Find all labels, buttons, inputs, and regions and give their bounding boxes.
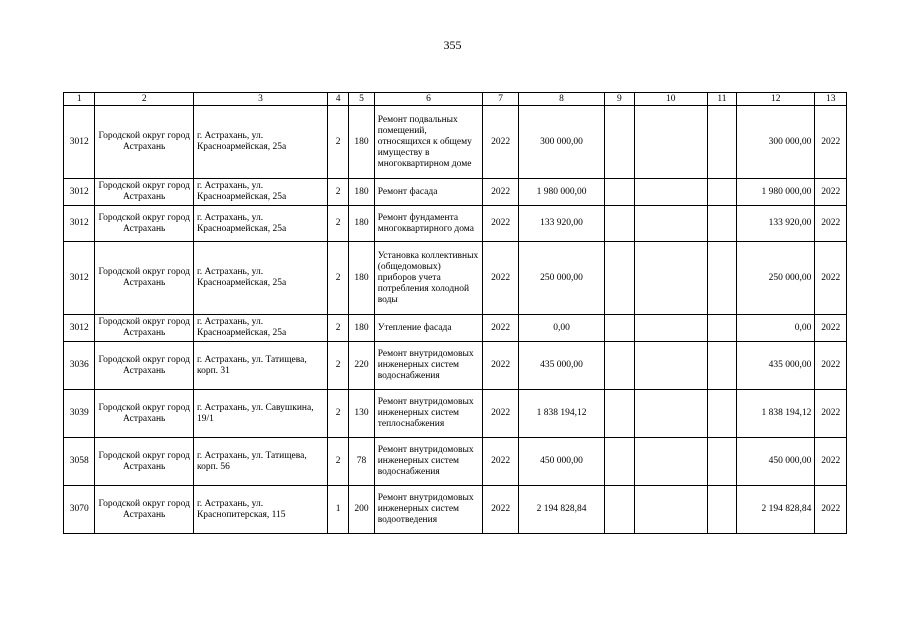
completion-year-cell: 2022 bbox=[815, 438, 847, 486]
column-header: 4 bbox=[328, 93, 349, 106]
table-row bbox=[64, 486, 847, 534]
address-cell: г. Астрахань, ул. Красноармейская, 25а bbox=[193, 179, 327, 206]
record-id-cell: 3012 bbox=[64, 315, 95, 342]
completion-year-cell: 2022 bbox=[815, 206, 847, 242]
cost-cell: 133 920,00 bbox=[518, 206, 604, 242]
col11-cell bbox=[707, 315, 736, 342]
col11-cell bbox=[707, 179, 736, 206]
col5-cell: 200 bbox=[349, 486, 374, 534]
column-header: 1 bbox=[64, 93, 95, 106]
col4-cell: 2 bbox=[328, 315, 349, 342]
address-cell: г. Астрахань, ул. Татищева, корп. 31 bbox=[193, 342, 327, 390]
col11-cell bbox=[707, 242, 736, 315]
record-id-cell: 3012 bbox=[64, 206, 95, 242]
column-header: 2 bbox=[95, 93, 194, 106]
completion-year-cell: 2022 bbox=[815, 390, 847, 438]
column-header: 6 bbox=[374, 93, 483, 106]
work-type-cell: Установка коллективных (общедомовых) приборов учета потребления холодной воды bbox=[374, 242, 483, 315]
record-id-cell: 3039 bbox=[64, 390, 95, 438]
col11-cell bbox=[707, 342, 736, 390]
address-cell: г. Астрахань, ул. Красноармейская, 25а bbox=[193, 242, 327, 315]
col5-cell: 180 bbox=[349, 179, 374, 206]
column-header: 13 bbox=[815, 93, 847, 106]
col10-cell bbox=[634, 390, 707, 438]
cost-cell: 0,00 bbox=[518, 315, 604, 342]
municipality-cell: Городской округ город Астрахань bbox=[95, 390, 194, 438]
col11-cell bbox=[707, 390, 736, 438]
work-type-cell: Утепление фасада bbox=[374, 315, 483, 342]
total-cost-cell: 1 838 194,12 bbox=[737, 390, 815, 438]
column-header: 3 bbox=[193, 93, 327, 106]
col10-cell bbox=[634, 106, 707, 179]
work-type-cell: Ремонт фасада bbox=[374, 179, 483, 206]
table-body bbox=[64, 106, 847, 534]
col9-cell bbox=[605, 342, 634, 390]
completion-year-cell: 2022 bbox=[815, 242, 847, 315]
completion-year-cell: 2022 bbox=[815, 342, 847, 390]
column-header: 9 bbox=[605, 93, 634, 106]
municipality-cell: Городской округ город Астрахань bbox=[95, 206, 194, 242]
col10-cell bbox=[634, 486, 707, 534]
total-cost-cell: 250 000,00 bbox=[737, 242, 815, 315]
col4-cell: 2 bbox=[328, 206, 349, 242]
cost-cell: 450 000,00 bbox=[518, 438, 604, 486]
table-row bbox=[64, 342, 847, 390]
address-cell: г. Астрахань, ул. Красноармейская, 25а bbox=[193, 315, 327, 342]
work-type-cell: Ремонт внутридомовых инженерных систем теплоснабжения bbox=[374, 390, 483, 438]
record-id-cell: 3012 bbox=[64, 242, 95, 315]
total-cost-cell: 435 000,00 bbox=[737, 342, 815, 390]
cost-cell: 250 000,00 bbox=[518, 242, 604, 315]
col9-cell bbox=[605, 206, 634, 242]
table-row bbox=[64, 242, 847, 315]
municipality-cell: Городской округ город Астрахань bbox=[95, 179, 194, 206]
table-row bbox=[64, 315, 847, 342]
col10-cell bbox=[634, 179, 707, 206]
total-cost-cell: 133 920,00 bbox=[737, 206, 815, 242]
completion-year-cell: 2022 bbox=[815, 315, 847, 342]
column-header: 5 bbox=[349, 93, 374, 106]
col5-cell: 180 bbox=[349, 106, 374, 179]
col9-cell bbox=[605, 315, 634, 342]
col10-cell bbox=[634, 342, 707, 390]
total-cost-cell: 0,00 bbox=[737, 315, 815, 342]
table-row bbox=[64, 179, 847, 206]
col11-cell bbox=[707, 486, 736, 534]
col5-cell: 130 bbox=[349, 390, 374, 438]
year-cell: 2022 bbox=[483, 106, 519, 179]
column-header: 7 bbox=[483, 93, 519, 106]
municipality-cell: Городской округ город Астрахань bbox=[95, 342, 194, 390]
record-id-cell: 3070 bbox=[64, 486, 95, 534]
record-id-cell: 3012 bbox=[64, 106, 95, 179]
address-cell: г. Астрахань, ул. Красноармейская, 25а bbox=[193, 206, 327, 242]
col11-cell bbox=[707, 206, 736, 242]
cost-cell: 435 000,00 bbox=[518, 342, 604, 390]
work-type-cell: Ремонт внутридомовых инженерных систем водоснабжения bbox=[374, 438, 483, 486]
work-type-cell: Ремонт подвальных помещений, относящихся к общему имуществу в многоквартирном доме bbox=[374, 106, 483, 179]
total-cost-cell: 450 000,00 bbox=[737, 438, 815, 486]
total-cost-cell: 2 194 828,84 bbox=[737, 486, 815, 534]
table-row bbox=[64, 206, 847, 242]
col11-cell bbox=[707, 106, 736, 179]
municipality-cell: Городской округ город Астрахань bbox=[95, 486, 194, 534]
municipality-cell: Городской округ город Астрахань bbox=[95, 242, 194, 315]
address-cell: г. Астрахань, ул. Татищева, корп. 56 bbox=[193, 438, 327, 486]
year-cell: 2022 bbox=[483, 179, 519, 206]
col10-cell bbox=[634, 206, 707, 242]
year-cell: 2022 bbox=[483, 486, 519, 534]
cost-cell: 1 838 194,12 bbox=[518, 390, 604, 438]
year-cell: 2022 bbox=[483, 390, 519, 438]
column-header: 11 bbox=[707, 93, 736, 106]
table-row bbox=[64, 106, 847, 179]
col5-cell: 180 bbox=[349, 315, 374, 342]
municipality-cell: Городской округ город Астрахань bbox=[95, 106, 194, 179]
col4-cell: 2 bbox=[328, 242, 349, 315]
year-cell: 2022 bbox=[483, 315, 519, 342]
col11-cell bbox=[707, 438, 736, 486]
record-id-cell: 3036 bbox=[64, 342, 95, 390]
col4-cell: 1 bbox=[328, 486, 349, 534]
address-cell: г. Астрахань, ул. Красноармейская, 25а bbox=[193, 106, 327, 179]
col10-cell bbox=[634, 438, 707, 486]
address-cell: г. Астрахань, ул. Краснопитерская, 115 bbox=[193, 486, 327, 534]
column-header: 10 bbox=[634, 93, 707, 106]
page-number: 355 bbox=[443, 38, 462, 52]
col9-cell bbox=[605, 179, 634, 206]
completion-year-cell: 2022 bbox=[815, 106, 847, 179]
cost-cell: 1 980 000,00 bbox=[518, 179, 604, 206]
year-cell: 2022 bbox=[483, 206, 519, 242]
year-cell: 2022 bbox=[483, 438, 519, 486]
col9-cell bbox=[605, 242, 634, 315]
cost-cell: 2 194 828,84 bbox=[518, 486, 604, 534]
cost-cell: 300 000,00 bbox=[518, 106, 604, 179]
col5-cell: 180 bbox=[349, 206, 374, 242]
col9-cell bbox=[605, 390, 634, 438]
completion-year-cell: 2022 bbox=[815, 486, 847, 534]
record-id-cell: 3012 bbox=[64, 179, 95, 206]
record-id-cell: 3058 bbox=[64, 438, 95, 486]
repair-program-table bbox=[63, 92, 847, 534]
col5-cell: 220 bbox=[349, 342, 374, 390]
table-row bbox=[64, 438, 847, 486]
column-header: 12 bbox=[737, 93, 815, 106]
col4-cell: 2 bbox=[328, 390, 349, 438]
col9-cell bbox=[605, 106, 634, 179]
year-cell: 2022 bbox=[483, 342, 519, 390]
col4-cell: 2 bbox=[328, 342, 349, 390]
col5-cell: 180 bbox=[349, 242, 374, 315]
work-type-cell: Ремонт внутридомовых инженерных систем водоснабжения bbox=[374, 342, 483, 390]
column-number-row bbox=[64, 93, 847, 106]
col4-cell: 2 bbox=[328, 106, 349, 179]
col10-cell bbox=[634, 315, 707, 342]
col4-cell: 2 bbox=[328, 438, 349, 486]
col10-cell bbox=[634, 242, 707, 315]
column-header: 8 bbox=[518, 93, 604, 106]
col9-cell bbox=[605, 486, 634, 534]
municipality-cell: Городской округ город Астрахань bbox=[95, 315, 194, 342]
municipality-cell: Городской округ город Астрахань bbox=[95, 438, 194, 486]
col9-cell bbox=[605, 438, 634, 486]
year-cell: 2022 bbox=[483, 242, 519, 315]
total-cost-cell: 300 000,00 bbox=[737, 106, 815, 179]
work-type-cell: Ремонт фундамента многоквартирного дома bbox=[374, 206, 483, 242]
col4-cell: 2 bbox=[328, 179, 349, 206]
total-cost-cell: 1 980 000,00 bbox=[737, 179, 815, 206]
address-cell: г. Астрахань, ул. Савушкина, 19/1 bbox=[193, 390, 327, 438]
work-type-cell: Ремонт внутридомовых инженерных систем водоотведения bbox=[374, 486, 483, 534]
completion-year-cell: 2022 bbox=[815, 179, 847, 206]
table-row bbox=[64, 390, 847, 438]
col5-cell: 78 bbox=[349, 438, 374, 486]
